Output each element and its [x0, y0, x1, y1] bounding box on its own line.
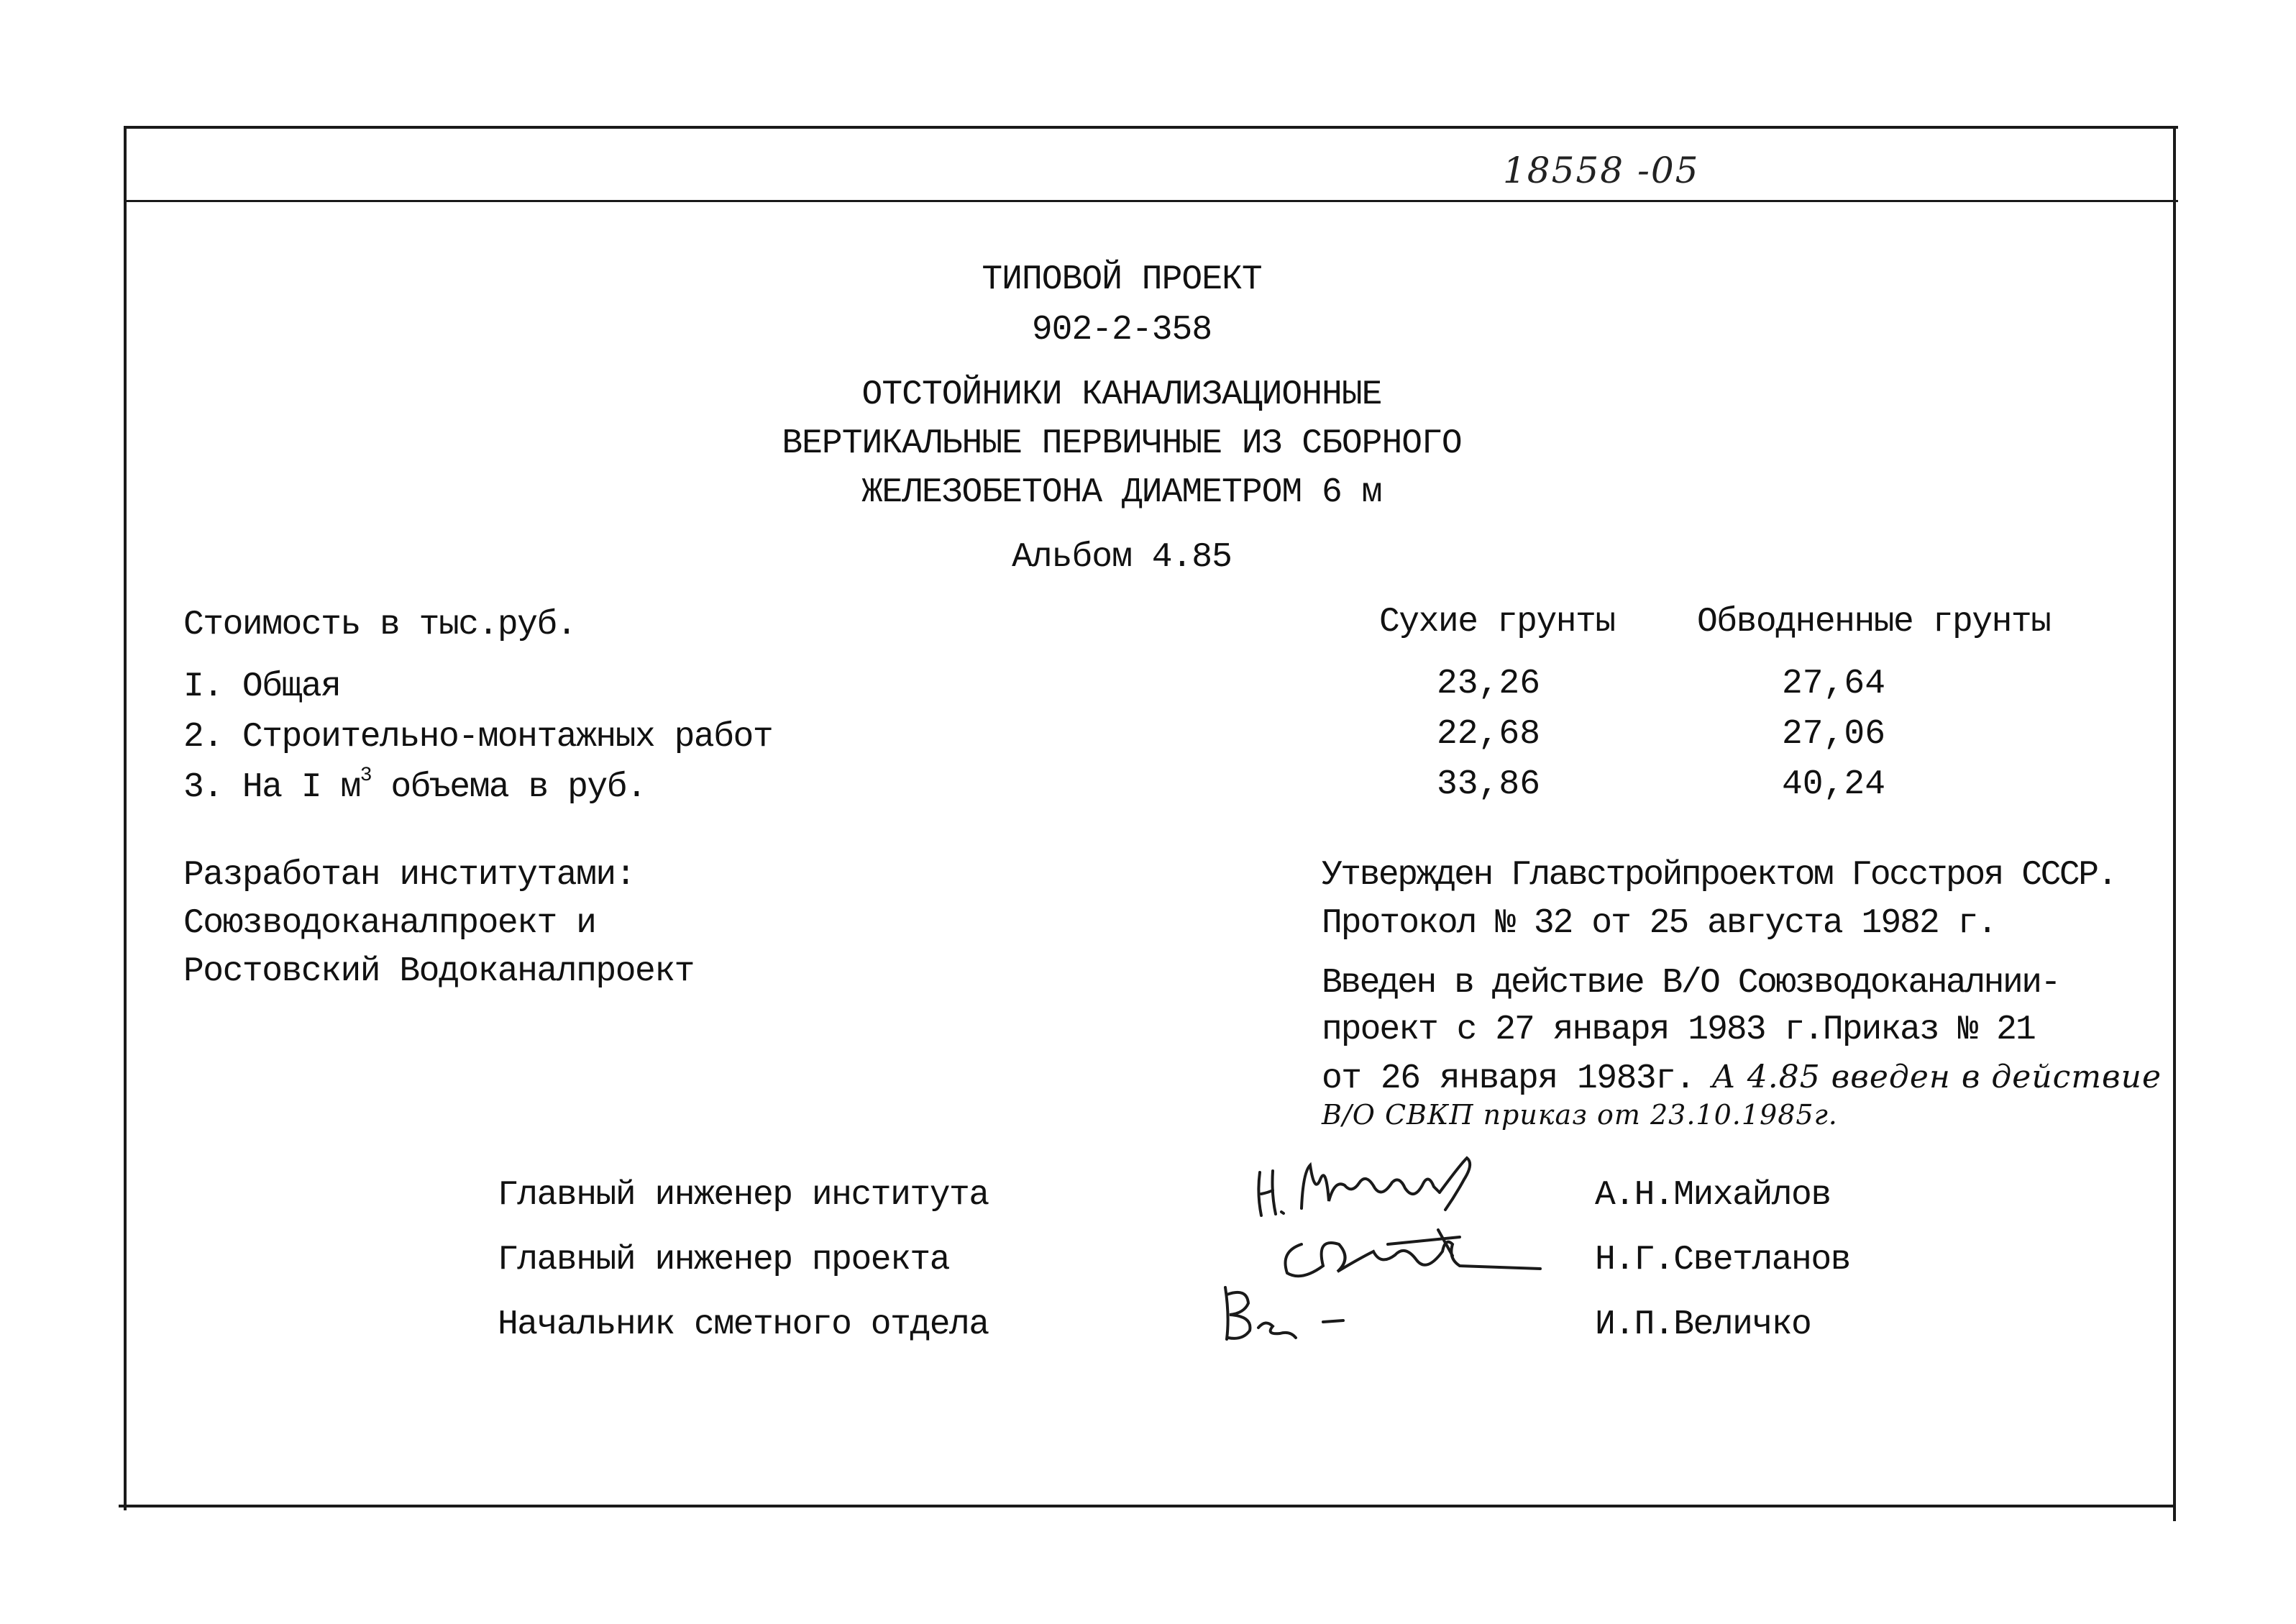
cost-row-dry-value: 33,86: [1436, 765, 1541, 804]
cost-row-dry-value: 23,26: [1436, 665, 1541, 703]
approval-line: Протокол № 32 от 25 августа 1982 г.: [1322, 904, 1997, 943]
cost-row-wet-value: 27,06: [1781, 715, 1886, 754]
developed-institute-line: Союзводоканалпроект и: [183, 904, 596, 943]
signature-role: Главный инженер института: [498, 1176, 989, 1215]
document-number: 18558 -05: [1503, 150, 1700, 191]
project-code: 902-2-358: [1031, 311, 1212, 350]
enacted-handwritten-note: А 4.85 введен в действие: [1711, 1059, 2162, 1095]
cost-row-label: 2. Строительно-монтажных работ: [183, 718, 773, 757]
frame-right-border: [2173, 126, 2176, 1521]
cost-label: Стоимость в тыс.руб.: [183, 606, 577, 644]
project-type-heading: ТИПОВОЙ ПРОЕКТ: [982, 260, 1262, 299]
cost-row-label-main: 3. На I м: [183, 768, 360, 807]
cost-row-label: I. Общая: [183, 667, 341, 706]
approval-line: Утвержден Главстройпроектом Госстроя СССР.: [1322, 856, 2116, 895]
cost-row-dry-value: 22,68: [1436, 715, 1541, 754]
signature-name: И.П.Величко: [1595, 1305, 1811, 1344]
project-title-line-3: ЖЕЛЕЗОБЕТОНА ДИАМЕТРОМ 6 м: [861, 473, 1382, 512]
signature-role: Главный инженер проекта: [498, 1241, 950, 1279]
signature-name: А.Н.Михайлов: [1595, 1176, 1831, 1215]
cost-row-label-tail: объема в руб.: [371, 768, 646, 807]
album-number: Альбом 4.85: [1012, 538, 1232, 577]
developed-label: Разработан институтами:: [183, 856, 636, 895]
frame-left-border: [124, 126, 127, 1510]
column-dry-soil: Сухие грунты: [1379, 603, 1615, 642]
frame-bottom-border: [119, 1505, 2175, 1507]
frame-top-border: [124, 126, 2178, 129]
cost-row-label-superscript: 3: [360, 765, 372, 787]
column-wet-soil: Обводненные грунты: [1697, 603, 2051, 642]
handwritten-signature-velichko: [1215, 1280, 1359, 1345]
developed-institute-line: Ростовский Водоканалпроект: [183, 952, 694, 991]
project-title-line-2: ВЕРТИКАЛЬНЫЕ ПЕРВИЧНЫЕ ИЗ СБОРНОГО: [782, 424, 1462, 463]
enacted-line: Введен в действие В/О Союзводоканалнии-: [1322, 964, 2059, 1003]
enacted-handwritten-note-line-2: В/О СВКП приказ от 23.10.1985г.: [1322, 1099, 1838, 1131]
enacted-line-combined: [1322, 1059, 2162, 1098]
project-title-line-1: ОТСТОЙНИКИ КАНАЛИЗАЦИОННЫЕ: [861, 375, 1382, 414]
cost-row-wet-value: 27,64: [1781, 665, 1886, 703]
handwritten-signature-svetlanov: [1273, 1215, 1546, 1287]
enacted-typed-text: от 26 января 1983г.: [1322, 1059, 1695, 1098]
cost-row-wet-value: 40,24: [1781, 765, 1886, 804]
signature-name: Н.Г.Светланов: [1595, 1241, 1850, 1279]
signature-role: Начальник сметного отдела: [498, 1305, 989, 1344]
frame-header-divider: [124, 200, 2178, 202]
enacted-line: проект с 27 января 1983 г.Приказ № 21: [1322, 1011, 2035, 1049]
cost-row-label: [183, 765, 646, 807]
